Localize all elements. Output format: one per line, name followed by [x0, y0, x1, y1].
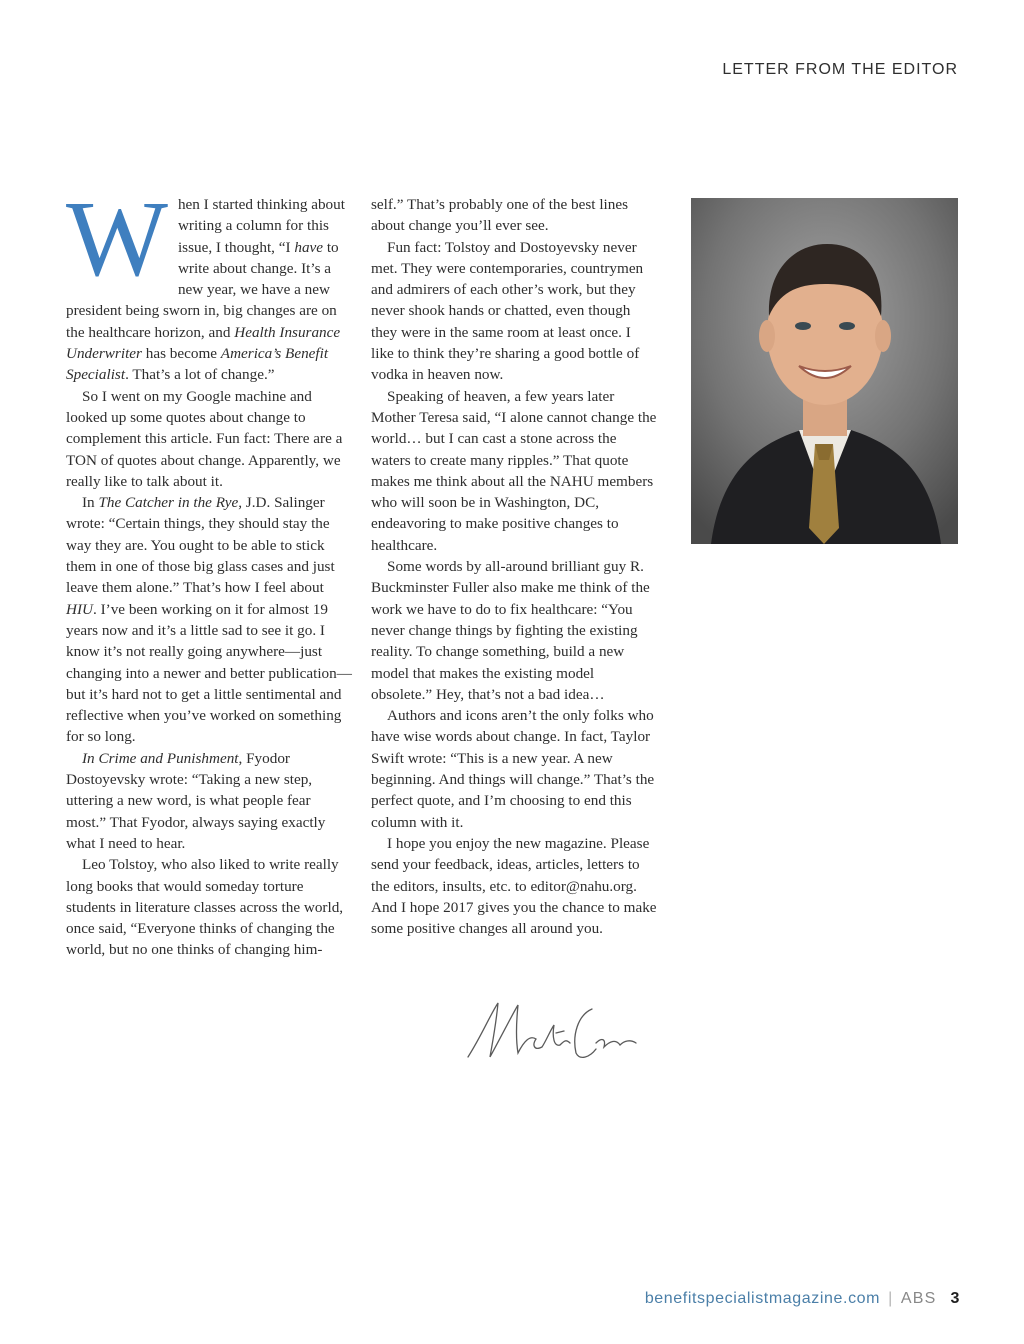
article-paragraph: self.” That’s probably one of the best lines about change you’ll ever see. — [371, 196, 629, 235]
italic-title: HIU — [66, 600, 93, 618]
editor-signature — [460, 995, 650, 1070]
article-paragraph: In Crime and Punishment, Fyodor Dostoyevsky wrote: “Taking a new step, uttering a new word, is what people fear most.” That Fyodor, always saying exactly what I need to hear. — [66, 749, 326, 852]
article-paragraph: In The Catcher in the Rye, J.D. Salinger wrote: “Certain things, they should stay the way they are. You ought to be able to stick them in one of those big glass cases and just leave them alone.” That’s how I feel about HIU. I’ve been working on it for almost 19 years now and it’s a little sad to see it go. I know it’s not really going anywhere—just changing into a newer and better publication—but it’s hard not to get a little sentimental and reflective when you’ve worked on something for so long. — [66, 494, 352, 746]
footer-separator: | — [888, 1290, 893, 1307]
article-paragraph: Leo Tolstoy, who also liked to write really long books that would someday torture students in literature classes across the world, once said, “Everyone thinks of changing the world, but no one thinks of changing him- — [66, 856, 344, 959]
article-paragraph: Authors and icons aren’t the only folks who have wise words about change. In fact, Taylor Swift wrote: “This is a new year. A new beginning. And things will change.” That’s the perfect quote, and I’m choosing to end this column with it. — [371, 707, 655, 831]
page-number: 3 — [950, 1290, 960, 1307]
editor-portrait-photo — [691, 198, 958, 544]
italic-title: In Crime and Punishment — [82, 749, 239, 767]
italic-title: The Catcher in the Rye — [98, 494, 239, 512]
article-paragraph: So I went on my Google machine and looked up some quotes about change to complement this article. Fun fact: There are a TON of quotes about change. Apparently, we really like to talk about it. — [66, 387, 343, 490]
footer-publication: ABS — [900, 1290, 937, 1307]
italic-title: Health Insurance Underwriter — [66, 323, 341, 363]
editor-portrait-illustration — [691, 198, 958, 544]
left-column-paragraphs — [66, 180, 352, 961]
section-label: LETTER FROM THE EDITOR — [722, 61, 958, 78]
page-footer — [645, 1290, 960, 1308]
article-paragraph: I hope you enjoy the new magazine. Please send your feedback, ideas, articles, letters to the editors, insults, etc. to editor@nahu.org. And I hope 2017 gives you the chance to make some positive changes all around you. — [371, 834, 657, 938]
drop-cap: W — [66, 180, 168, 299]
article-column-right — [371, 194, 657, 939]
italic-title: have — [294, 238, 324, 256]
article-paragraph: Speaking of heaven, a few years later Mother Teresa said, “I alone cannot change the world… but I can cast a stone across the waters to create many ripples.” That quote makes me think about all the NAHU members who will soon be in Washington, DC, endeavoring to make positive changes to healthcare. — [371, 387, 657, 554]
right-column-paragraphs — [371, 194, 657, 939]
italic-title: America’s Benefit Specialist — [66, 345, 329, 384]
article-column-left — [66, 180, 352, 961]
article-paragraph: hen I started thinking about writing a column for this issue, I thought, “I have to write about change. It’s a new year, we have a new president being sworn in, big changes are on the healthcare horizon, and Health Insurance Underwriter has become America’s Benefit Specialist. That’s a lot of change.” — [66, 196, 345, 384]
article-paragraph: Some words by all-around brilliant guy R. Buckminster Fuller also make me think of the work we have to do to fix healthcare: “You never change things by fighting the existing reality. To change something, build a new model that makes the existing model obsolete.” Hey, that’s not a bad idea… — [371, 558, 650, 703]
footer-website-link[interactable]: benefitspecialistmagazine.com — [644, 1290, 881, 1307]
article-paragraph: Fun fact: Tolstoy and Dostoyevsky never met. They were contemporaries, countrymen and admirers of each other’s work, but they never shook hands or chatted, even though they were in the same room at least once. I like to think they’re sharing a good bottle of vodka in heaven now. — [371, 238, 644, 384]
